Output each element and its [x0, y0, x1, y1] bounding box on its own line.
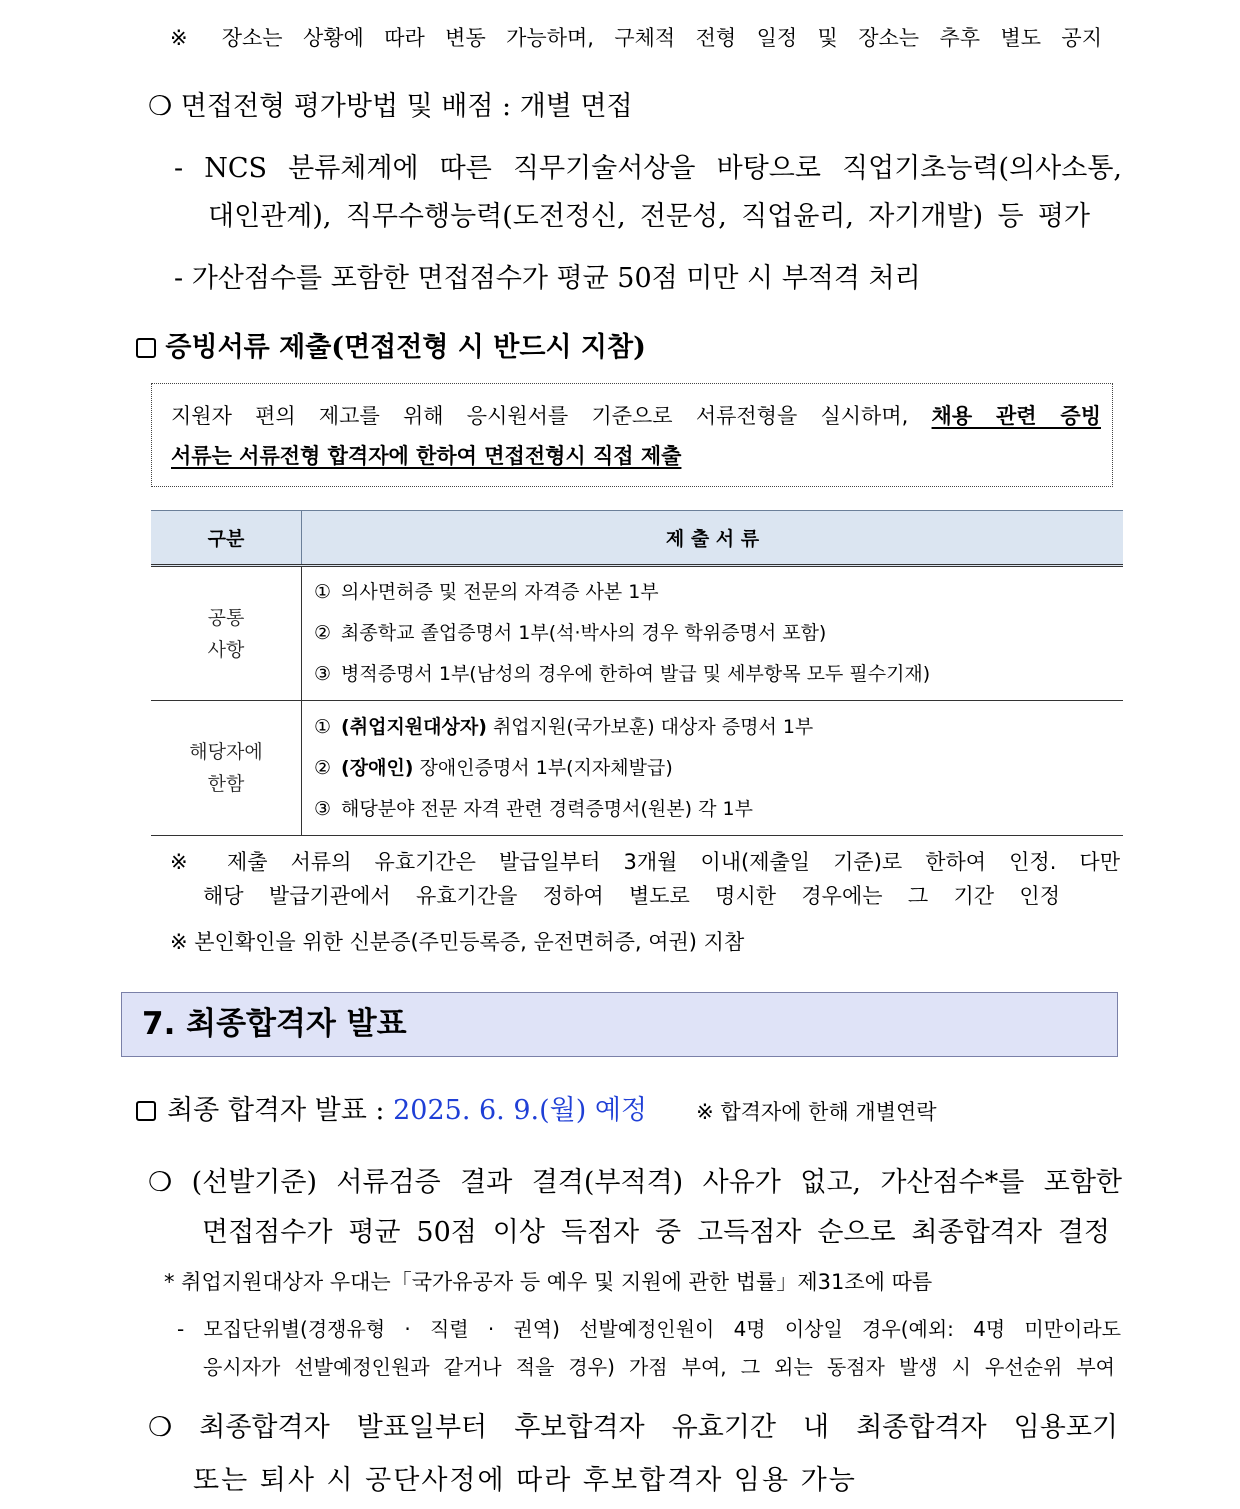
bonus-rule-line1: - 모집단위별(경쟁유형 · 직렬 · 권역) 선발예정인원이 4명 이상일 경우(예외: 4명 미만이라도 [177, 1317, 1121, 1341]
documents-heading-text: 증빙서류 제출(면접전형 시 반드시 지참) [165, 332, 646, 363]
interview-method-heading: ❍ 면접전형 평가방법 및 배점 : 개별 면접 [148, 91, 633, 122]
list-item: ② 최종학교 졸업증명서 1부(석·박사의 경우 학위증명서 포함) [314, 622, 827, 644]
table-row-category: 공통 사항 [151, 567, 302, 701]
selection-criteria-line1: ❍ (선발기준) 서류검증 결과 결격(부적격) 사유가 없고, 가산점수*를 포함한 [148, 1167, 1122, 1198]
checkbox-icon [136, 1101, 156, 1121]
id-note: ※ 본인확인을 위한 신분증(주민등록증, 운전면허증, 여권) 지참 [170, 930, 745, 954]
documents-table [151, 510, 1123, 836]
documents-heading [136, 325, 646, 364]
list-item: ③ 해당분야 전문 자격 관련 경력증명서(원본) 각 1부 [314, 797, 753, 820]
documents-info-bold-2: 서류는 서류전형 합격자에 한하여 면접전형시 직접 제출 [171, 444, 682, 468]
table-row-items [302, 567, 1124, 701]
location-change-note: ※ 장소는 상황에 따라 변동 가능하며, 구체적 전형 일정 및 장소는 추후 별도 공지 [170, 26, 1102, 50]
list-item: ① (취업지원대상자) 취업지원(국가보훈) 대상자 증명서 1부 [314, 715, 814, 738]
final-announcement [136, 1088, 937, 1127]
list-item: ③ 병적증명서 1부(남성의 경우에 한하여 발급 및 세부항목 모두 필수기재) [314, 663, 931, 685]
validity-note-line1: ※ 제출 서류의 유효기간은 발급일부터 3개월 이내(제출일 기준)로 한하여 인정. 다만 [170, 850, 1120, 874]
interview-bullet-ncs-line1: - NCS 분류체계에 따른 직무기술서상을 바탕으로 직업기초능력(의사소통, [174, 153, 1122, 184]
final-announcement-note: ※ 합격자에 한해 개별연락 [696, 1100, 937, 1124]
documents-info-plain: 지원자 편의 제고를 위해 응시원서를 기준으로 서류전형을 실시하며, [171, 404, 932, 428]
interview-bullet-ncs-line2: 대인관계), 직무수행능력(도전정신, 전문성, 직업윤리, 자기개발) 등 평가 [208, 201, 1090, 232]
final-announcement-label: 최종 합격자 발표 : [167, 1095, 394, 1126]
table-row [151, 701, 1123, 836]
bonus-footnote: * 취업지원대상자 우대는「국가유공자 등 예우 및 지원에 관한 법률」제31조에 따름 [164, 1270, 933, 1294]
documents-info-bold-1: 채용 관련 증빙 [931, 404, 1101, 428]
checkbox-icon [136, 338, 156, 358]
bonus-rule-line2: 응시자가 선발예정인원과 같거나 적을 경우) 가점 부여, 그 외는 동점자 발생 시 우선순위 부여 [203, 1355, 1115, 1379]
validity-note-line2: 해당 발급기관에서 유효기간을 정하여 별도로 명시한 경우에는 그 기간 인정 [203, 884, 1060, 908]
table-row [151, 567, 1123, 701]
documents-info-line2 [171, 440, 681, 470]
table-header-docs: 제 출 서 류 [302, 511, 1124, 566]
section-7-header: 7. 최종합격자 발표 [121, 992, 1118, 1057]
reserve-candidate-line1: ❍ 최종합격자 발표일부터 후보합격자 유효기간 내 최종합격자 임용포기 [148, 1412, 1118, 1443]
interview-bullet-score: - 가산점수를 포함한 면접점수가 평균 50점 미만 시 부적격 처리 [174, 263, 921, 294]
list-item: ② (장애인) 장애인증명서 1부(지자체발급) [314, 756, 673, 779]
final-announcement-date: 2025. 6. 9.(월) 예정 [393, 1095, 647, 1126]
list-item: ① 의사면허증 및 전문의 자격증 사본 1부 [314, 581, 659, 603]
table-header-row [151, 511, 1123, 566]
selection-criteria-line2: 면접점수가 평균 50점 이상 득점자 중 고득점자 순으로 최종합격자 결정 [202, 1217, 1110, 1248]
documents-info-box [151, 383, 1113, 487]
table-row-category: 해당자에 한함 [151, 701, 302, 836]
table-header-category: 구분 [151, 511, 302, 566]
table-row-items [302, 701, 1124, 836]
reserve-candidate-line2: 또는 퇴사 시 공단사정에 따라 후보합격자 임용 가능 [193, 1465, 857, 1496]
documents-info-line1 [171, 400, 1101, 430]
